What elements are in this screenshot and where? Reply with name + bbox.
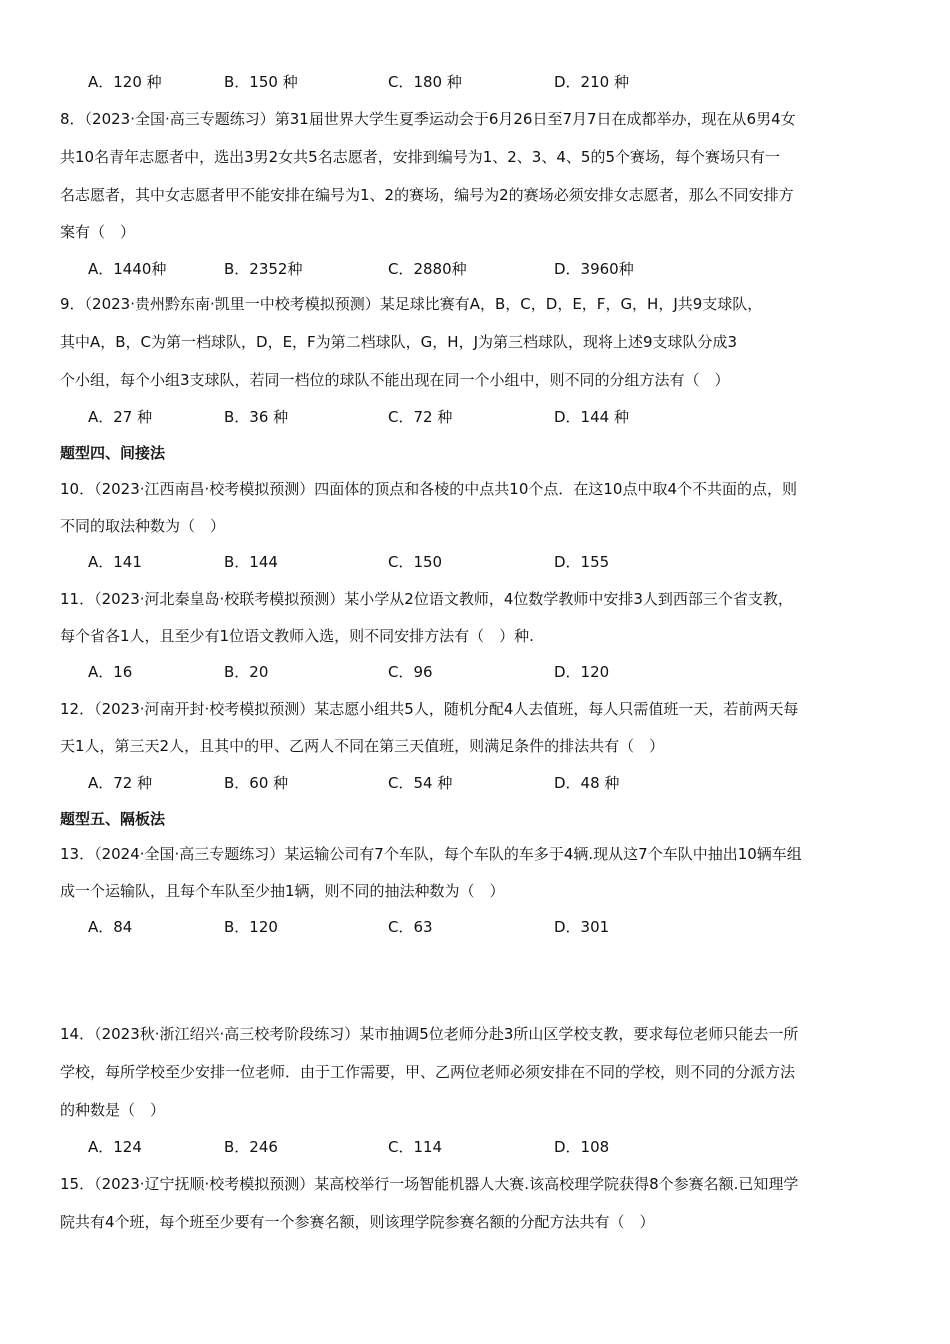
- q14-option-b: B．246: [224, 1138, 278, 1156]
- q12-line-1: 12．（2023·河南开封·校考模拟预测）某志愿小组共5人，随机分配4人去值班，每人只需值班一天，若前两天每: [60, 700, 799, 718]
- q10-option-b: B．144: [224, 553, 278, 571]
- q9-option-c: C．72 种: [388, 408, 453, 426]
- q12-option-a: A．72 种: [88, 774, 153, 792]
- q12-option-c: C．54 种: [388, 774, 453, 792]
- q14-line-3: 的种数是（ ）: [60, 1101, 166, 1119]
- q11-line-2: 每个省各1人，且至少有1位语文教师入选，则不同安排方法有（ ）种.: [60, 627, 534, 645]
- q13-line-2: 成一个运输队，且每个车队至少抽1辆，则不同的抽法种数为（ ）: [60, 882, 505, 900]
- q9-line-2: 其中A，B，C为第一档球队，D，E，F为第二档球队，G，H，J为第三档球队，现将上述9支球队分成3: [60, 333, 738, 351]
- q13-option-b: B．120: [224, 918, 278, 936]
- q10-option-a: A．141: [88, 553, 142, 571]
- q10-option-c: C．150: [388, 553, 443, 571]
- q14-option-c: C．114: [388, 1138, 443, 1156]
- q14-line-1: 14．（2023秋·浙江绍兴·高三校考阶段练习）某市抽调5位老师分赴3所山区学校支教，要求每位老师只能去一所: [60, 1025, 799, 1043]
- q10-option-d: D．155: [554, 553, 610, 571]
- q9-option-a: A．27 种: [88, 408, 153, 426]
- q9-line-3: 个小组，每个小组3支球队，若同一档位的球队不能出现在同一个小组中，则不同的分组方法有（ ）: [60, 371, 730, 389]
- q8-line-4: 案有（ ）: [60, 223, 136, 241]
- q11-option-d: D．120: [554, 663, 610, 681]
- q7-option-b: B．150 种: [224, 73, 298, 91]
- q13-option-a: A．84: [88, 918, 133, 936]
- q12-line-2: 天1人，第三天2人，且其中的甲、乙两人不同在第三天值班，则满足条件的排法共有（ ）: [60, 737, 665, 755]
- section-heading-4: 题型四、间接法: [60, 444, 166, 462]
- q8-option-c: C．2880种: [388, 260, 467, 278]
- q11-option-a: A．16: [88, 663, 133, 681]
- q11-option-b: B．20: [224, 663, 269, 681]
- q14-option-a: A．124: [88, 1138, 142, 1156]
- q13-option-c: C．63: [388, 918, 433, 936]
- q9-option-d: D．144 种: [554, 408, 629, 426]
- q12-option-d: D．48 种: [554, 774, 620, 792]
- q15-line-2: 院共有4个班，每个班至少要有一个参赛名额，则该理学院参赛名额的分配方法共有（ ）: [60, 1213, 655, 1231]
- q8-line-3: 名志愿者，其中女志愿者甲不能安排在编号为1、2的赛场，编号为2的赛场必须安排女志愿者，那么不同安排方: [60, 186, 794, 204]
- q10-line-1: 10．（2023·江西南昌·校考模拟预测）四面体的顶点和各棱的中点共10个点．在这10点中取4个不共面的点，则: [60, 480, 798, 498]
- q14-line-2: 学校，每所学校至少安排一位老师．由于工作需要，甲、乙两位老师必须安排在不同的学校，则不同的分派方法: [60, 1063, 796, 1081]
- q7-option-c: C．180 种: [388, 73, 462, 91]
- q9-option-b: B．36 种: [224, 408, 289, 426]
- q14-option-d: D．108: [554, 1138, 610, 1156]
- q8-option-a: A．1440种: [88, 260, 167, 278]
- q8-option-b: B．2352种: [224, 260, 303, 278]
- q8-option-d: D．3960种: [554, 260, 634, 278]
- q7-option-a: A．120 种: [88, 73, 162, 91]
- section-heading-5: 题型五、隔板法: [60, 810, 166, 828]
- q13-line-1: 13．（2024·全国·高三专题练习）某运输公司有7个车队，每个车队的车多于4辆.现从这7个车队中抽出10辆车组: [60, 845, 802, 863]
- q15-line-1: 15．（2023·辽宁抚顺·校考模拟预测）某高校举行一场智能机器人大赛.该高校理学院获得8个参赛名额.已知理学: [60, 1175, 799, 1193]
- q12-option-b: B．60 种: [224, 774, 289, 792]
- q11-line-1: 11．（2023·河北秦皇岛·校联考模拟预测）某小学从2位语文教师，4位数学教师中安排3人到西部三个省支教，: [60, 590, 793, 608]
- q11-option-c: C．96: [388, 663, 433, 681]
- q9-line-1: 9．（2023·贵州黔东南·凯里一中校考模拟预测）某足球比赛有A，B，C，D，E，F，G，H，J共9支球队，: [60, 295, 763, 313]
- q7-option-d: D．210 种: [554, 73, 629, 91]
- q13-option-d: D．301: [554, 918, 610, 936]
- q8-line-1: 8．（2023·全国·高三专题练习）第31届世界大学生夏季运动会于6月26日至7月7日在成都举办，现在从6男4女: [60, 110, 796, 128]
- q10-line-2: 不同的取法种数为（ ）: [60, 517, 226, 535]
- q8-line-2: 共10名青年志愿者中，选出3男2女共5名志愿者，安排到编号为1、2、3、4、5的5个赛场，每个赛场只有一: [60, 148, 780, 166]
